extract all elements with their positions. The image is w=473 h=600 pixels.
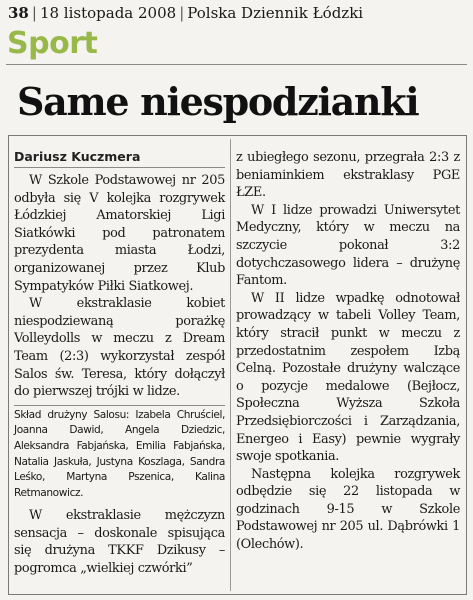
section-label: Sport: [7, 26, 98, 61]
masthead: [8, 4, 466, 22]
page-number: 38: [8, 4, 29, 22]
paragraph: W I lidze prowadzi Uniwersytet Medyczny, który w meczu na szczycie pokonał 3:2 dotychczasowego lidera – drużynę Fantom.: [236, 202, 460, 289]
column-divider: [230, 139, 231, 591]
article-headline: Same niespodzianki: [17, 79, 419, 124]
paragraph: W Szkole Podstawowej nr 205 odbyła się V kolejka rozgrywek Łódzkiej Amatorskiej Ligi Siatkówki pod patronatem prezydenta miasta Łodzi, organizowanej przez Klub Sympatyków Piłki Siatkowej.: [14, 173, 225, 294]
team-roster-box: Skład drużyny Salosu: Izabela Chruściel, Joanna Dawid, Angela Dziedzic, Aleksandra Fabjańska, Emilia Fabjańska, Natalia Jaskuła, Justyna Koszlaga, Sandra Leśko, Martyna Pszenica, Kalina Retmanowicz.: [14, 405, 225, 502]
paragraph: W II lidze wpadkę odnotował prowadzący w tabeli Volley Team, który stracił punkt w meczu z przedostatnim zespołem Izbą Celną. Pozostałe drużyny walczące o pozycje medalowe (Bejłocz, Społeczna Wyższa Szkoła Przedsiębiorczości i Zarządzania, Energeo i Easy) pewnie wygrały swoje spotkania.: [236, 290, 460, 465]
section-divider: [6, 64, 467, 65]
masthead-separator-2: |: [179, 4, 185, 22]
issue-date: 18 listopada 2008: [39, 4, 177, 22]
paragraph: W ekstraklasie kobiet niespodziewaną porażkę Volleydolls w meczu z Dream Team (2:3) wykorzystał zespół Salos św. Teresa, który dołączył do pierwszej trójki w lidze.: [14, 296, 225, 400]
paragraph: W ekstraklasie mężczyzn sensacja – doskonale spisująca się drużyna TKKF Dzikusy – pogromca „wielkiej czwórki”: [14, 508, 225, 577]
article-column-left: [14, 149, 225, 578]
publication-name: Polska Dziennik Łódzki: [187, 4, 364, 22]
paragraph: Następna kolejka rozgrywek odbędzie się 22 listopada w godzinach 9-15 w Szkole Podstawowej nr 205 ul. Dąbrówki 1 (Olechów).: [236, 466, 460, 553]
paragraph: z ubiegłego sezonu, przegrała 2:3 z beniaminkiem ekstraklasy PGE ŁZE.: [236, 150, 460, 201]
article-column-right: [236, 149, 460, 554]
masthead-separator: |: [31, 4, 37, 22]
byline: Dariusz Kuczmera: [14, 149, 225, 168]
